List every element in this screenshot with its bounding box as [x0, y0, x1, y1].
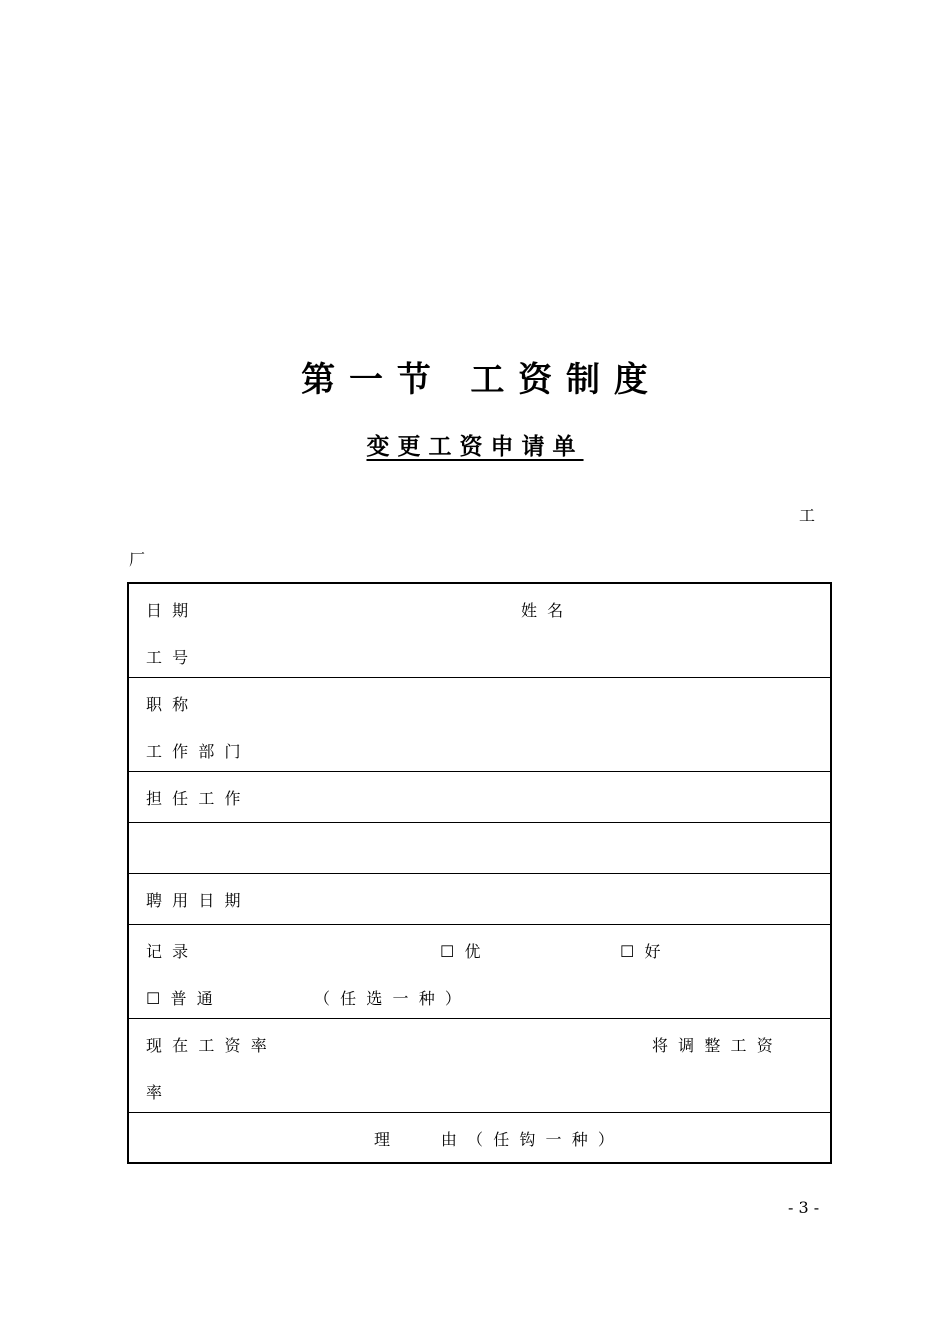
row-divider: [129, 1112, 830, 1113]
record-option-good[interactable]: ☐ 好: [620, 942, 661, 961]
page-number: - 3 -: [788, 1198, 820, 1217]
company-name-line1: 工: [799, 506, 816, 525]
company-name-line2: 厂: [129, 550, 146, 569]
reason-label: 理 由 （ 任 钩 一 种 ）: [374, 1130, 614, 1149]
form-title: [0, 428, 950, 461]
adjusted-rate-label: 将 调 整 工 资: [652, 1036, 773, 1055]
section-title: 第 一 节 工 资 制 度: [301, 360, 649, 400]
row-divider: [129, 873, 830, 874]
department-label: 工 作 部 门: [146, 742, 241, 761]
record-option-excellent[interactable]: ☐ 优: [440, 942, 481, 961]
record-hint: （ 任 选 一 种 ）: [314, 989, 461, 1008]
duty-label: 担 任 工 作: [146, 789, 241, 808]
current-rate-label: 现 在 工 资 率: [146, 1036, 267, 1055]
row-divider: [129, 771, 830, 772]
form-title-text: 变 更 工 资 申 请 单: [366, 434, 584, 460]
row-divider: [129, 822, 830, 823]
record-label: 记 录: [146, 942, 189, 961]
row-divider: [129, 1018, 830, 1019]
record-option-normal[interactable]: ☐ 普 通: [146, 989, 213, 1008]
rate-suffix: 率: [146, 1083, 163, 1102]
date-label: 日 期: [146, 601, 189, 620]
salary-change-form-table: [127, 582, 832, 1164]
row-divider: [129, 677, 830, 678]
title-label: 职 称: [146, 695, 189, 714]
name-label: 姓 名: [521, 601, 564, 620]
hire-date-label: 聘 用 日 期: [146, 891, 241, 910]
employee-no-label: 工 号: [146, 648, 189, 667]
row-divider: [129, 924, 830, 925]
